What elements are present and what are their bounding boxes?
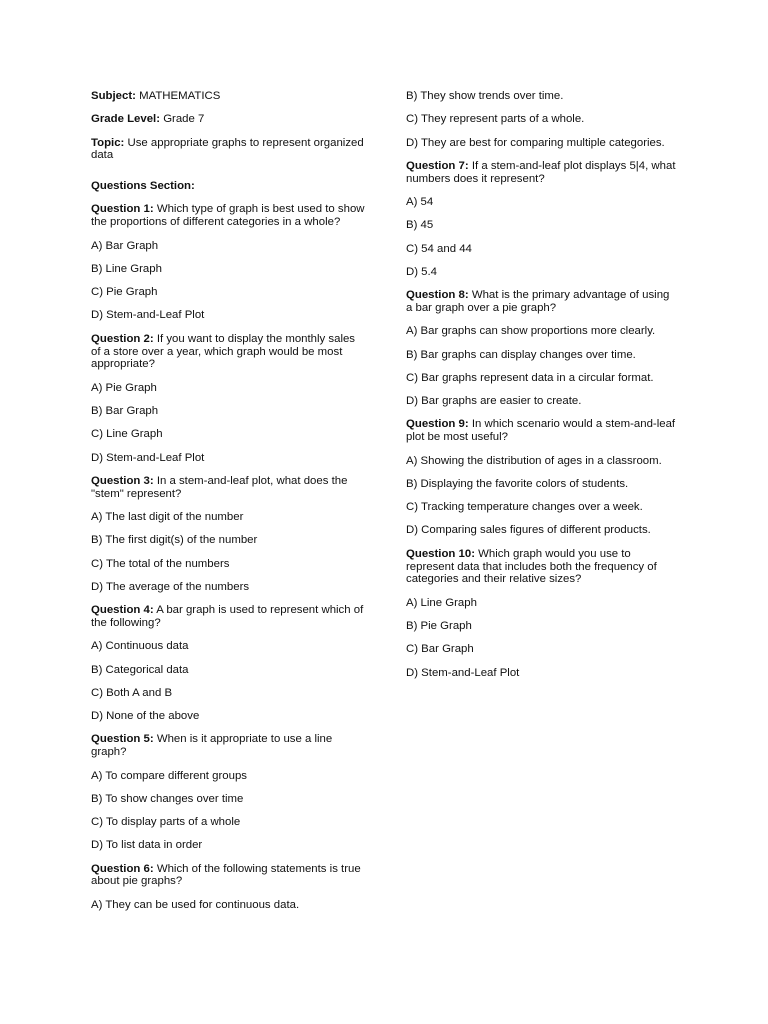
- question-4: [91, 604, 366, 630]
- answer-option: A) 54: [406, 195, 434, 208]
- answer-option: C) Tracking temperature changes over a week.: [406, 501, 643, 514]
- question-label: Question 1:: [91, 203, 154, 216]
- left-column: [91, 90, 366, 922]
- answer-option: A) The last digit of the number: [91, 510, 244, 523]
- topic-value: Use appropriate graphs to represent organized data: [91, 136, 364, 162]
- question-label: Question 3:: [91, 474, 154, 487]
- answer-option: B) Displaying the favorite colors of students.: [406, 477, 629, 490]
- answer-option: D) Stem-and-Leaf Plot: [91, 309, 205, 322]
- question-text: Which type of graph is best used to show the proportions of different categories in a whole?: [91, 203, 365, 229]
- answer-option: A) Showing the distribution of ages in a classroom.: [406, 454, 662, 467]
- answer-option: D) Comparing sales figures of different products.: [406, 524, 651, 537]
- subject-line: [91, 90, 366, 103]
- question-text: If you want to display the monthly sales of a store over a year, which graph would be most appropriate?: [91, 332, 356, 371]
- question-text: When is it appropriate to use a line graph?: [91, 733, 333, 759]
- answer-option: D) 5.4: [406, 265, 438, 278]
- answer-option: A) Bar Graph: [91, 239, 159, 252]
- answer-option: C) Both A and B: [91, 686, 173, 699]
- answer-option: C) Bar Graph: [406, 643, 474, 656]
- answer-option: D) Bar graphs are easier to create.: [406, 395, 582, 408]
- topic-label: Topic:: [91, 136, 125, 149]
- question-label: Question 6:: [91, 862, 154, 875]
- answer-option: B) They show trends over time.: [406, 90, 564, 102]
- answer-option: B) Bar graphs can display changes over time.: [406, 348, 636, 361]
- grade-label: Grade Level:: [91, 113, 161, 126]
- question-text: If a stem-and-leaf plot displays 5|4, what numbers does it represent?: [406, 159, 676, 185]
- grade-value: Grade 7: [163, 113, 205, 126]
- answer-option: B) Pie Graph: [406, 619, 472, 632]
- section-title: [91, 180, 366, 193]
- answer-option: B) Line Graph: [91, 262, 162, 275]
- answer-option: A) Bar graphs can show proportions more clearly.: [406, 325, 656, 338]
- answer-option: A) They can be used for continuous data.: [91, 898, 300, 911]
- answer-option: D) The average of the numbers: [91, 580, 250, 593]
- question-5: [91, 733, 366, 759]
- answer-option: D) They are best for comparing multiple categories.: [406, 136, 665, 149]
- question-label: Question 5:: [91, 733, 154, 746]
- answer-option: B) Bar Graph: [91, 404, 159, 417]
- question-label: Question 7:: [406, 159, 469, 172]
- answer-option: D) Stem-and-Leaf Plot: [91, 451, 205, 464]
- section-title-text: Questions Section:: [91, 180, 195, 193]
- question-3: [91, 475, 366, 501]
- question-2: [91, 333, 366, 371]
- question-label: Question 8:: [406, 289, 469, 302]
- right-column: [406, 90, 678, 690]
- question-text: Which of the following statements is true about pie graphs?: [91, 862, 361, 888]
- answer-option: C) 54 and 44: [406, 242, 472, 255]
- answer-option: C) Pie Graph: [91, 286, 158, 299]
- question-label: Question 2:: [91, 332, 154, 345]
- question-6: [91, 863, 366, 889]
- answer-option: B) 45: [406, 219, 434, 232]
- answer-option: C) Line Graph: [91, 428, 163, 441]
- answer-option: D) To list data in order: [91, 839, 203, 852]
- answer-option: C) Bar graphs represent data in a circular format.: [406, 371, 654, 384]
- subject-value: MATHEMATICS: [139, 90, 221, 102]
- question-text: In a stem-and-leaf plot, what does the "stem" represent?: [91, 474, 348, 500]
- question-10: [406, 548, 678, 586]
- question-text: In which scenario would a stem-and-leaf plot be most useful?: [406, 418, 676, 444]
- answer-option: D) Stem-and-Leaf Plot: [406, 666, 520, 679]
- answer-option: C) The total of the numbers: [91, 557, 230, 570]
- answer-option: A) Pie Graph: [91, 381, 157, 394]
- grade-line: [91, 113, 366, 126]
- answer-option: A) Line Graph: [406, 596, 477, 609]
- answer-option: C) To display parts of a whole: [91, 816, 241, 829]
- question-8: [406, 289, 678, 315]
- question-7: [406, 160, 678, 186]
- question-text: Which graph would you use to represent data that includes both the frequency of categories and their relative sizes?: [406, 547, 657, 586]
- question-text: A bar graph is used to represent which of the following?: [91, 604, 364, 629]
- answer-option: D) None of the above: [91, 710, 200, 723]
- question-9: [406, 418, 678, 444]
- answer-option: C) They represent parts of a whole.: [406, 113, 585, 126]
- question-label: Question 9:: [406, 418, 469, 431]
- question-1: [91, 203, 366, 229]
- answer-option: B) The first digit(s) of the number: [91, 534, 258, 547]
- question-text: What is the primary advantage of using a bar graph over a pie graph?: [406, 289, 670, 314]
- question-label: Question 4:: [91, 604, 154, 617]
- answer-option: A) To compare different groups: [91, 769, 247, 782]
- answer-option: B) Categorical data: [91, 663, 189, 676]
- question-label: Question 10:: [406, 547, 475, 560]
- topic-line: [91, 137, 366, 163]
- answer-option: B) To show changes over time: [91, 792, 244, 805]
- subject-label: Subject:: [91, 90, 136, 102]
- answer-option: A) Continuous data: [91, 640, 189, 653]
